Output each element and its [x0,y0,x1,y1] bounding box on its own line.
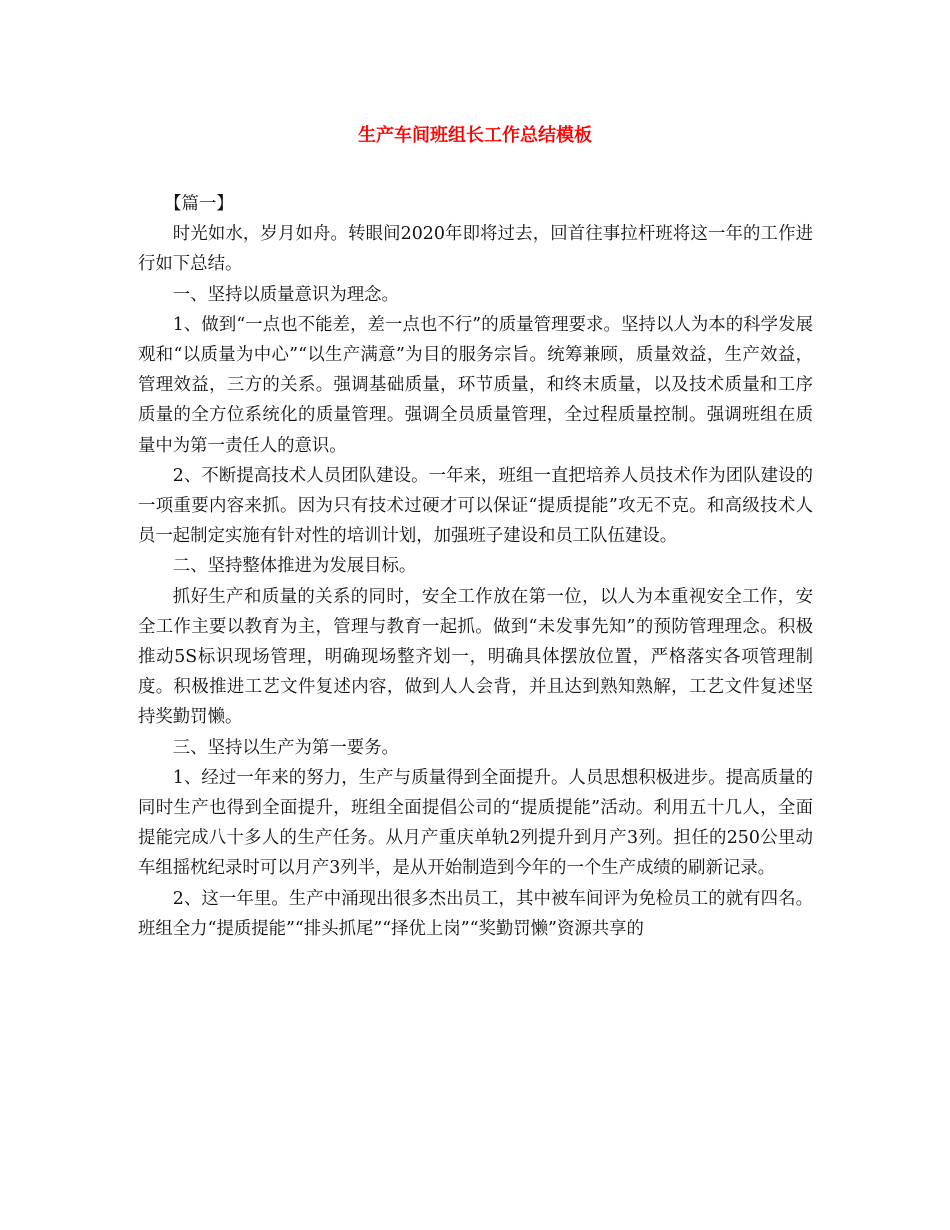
heading-production-priority: 三、坚持以生产为第一要务。 [172,737,399,758]
document-body [138,189,813,944]
paragraph-production-improvement: 1、经过一年来的努力，生产与质量得到全面提升。人员思想积极进步。提高质量的同时生产也得到全面提升，班组全面提倡公司的“提质提能”活动。利用五十几人，全面提能完成八十多人的生产任务。从月产重庆单轨2列提升到月产3列。担任的250公里动车组摇枕纪录时可以月产3列半，是从开始制造到今年的一个生产成绩的刷新记录。 [138,767,813,879]
paragraph-outstanding-staff: 2、这一年里。生产中涌现出很多杰出员工，其中被车间评为免检员工的就有四名。班组全力“提质提能”“排头抓尾”“择优上岗”“奖勤罚懒”资源共享的 [138,888,813,939]
intro-paragraph: 时光如水，岁月如舟。转眼间2020年即将过去，回首往事拉杆班将这一年的工作进行如下总结。 [138,224,813,275]
section-label-part-one: 【篇一】 [164,194,234,214]
document-title: 生产车间班组长工作总结模板 [358,125,592,146]
paragraph-team-building: 2、不断提高技术人员团队建设。一年来，班组一直把培养人员技术作为团队建设的一项重要内容来抓。因为只有技术过硬才可以保证“提质提能”攻无不克。和高级技术人员一起制定实施有针对性的培训计划，加强班子建设和员工队伍建设。 [138,465,813,547]
paragraph-safety-management: 抓好生产和质量的关系的同时，安全工作放在第一位，以人为本重视安全工作，安全工作主要以教育为主，管理与教育一起抓。做到“未发事先知”的预防管理理念。积极推动5S标识现场管理，明确现场整齐划一，明确具体摆放位置，严格落实各项管理制度。积极推进工艺文件复述内容，做到人人会背，并且达到熟知熟解，工艺文件复述坚持奖勤罚懒。 [138,586,813,728]
heading-quality-awareness: 一、坚持以质量意识为理念。 [172,284,399,305]
heading-overall-advancement: 二、坚持整体推进为发展目标。 [172,556,417,577]
paragraph-quality-management: 1、做到“一点也不能差，差一点也不行”的质量管理要求。坚持以人为本的科学发展观和“以质量为中心”“以生产满意”为目的服务宗旨。统筹兼顾，质量效益，生产效益，管理效益，三方的关系。强调基础质量，环节质量，和终末质量，以及技术质量和工序质量的全方位系统化的质量管理。强调全员质量管理，全过程质量控制。强调班组在质量中为第一责任人的意识。 [138,314,813,456]
